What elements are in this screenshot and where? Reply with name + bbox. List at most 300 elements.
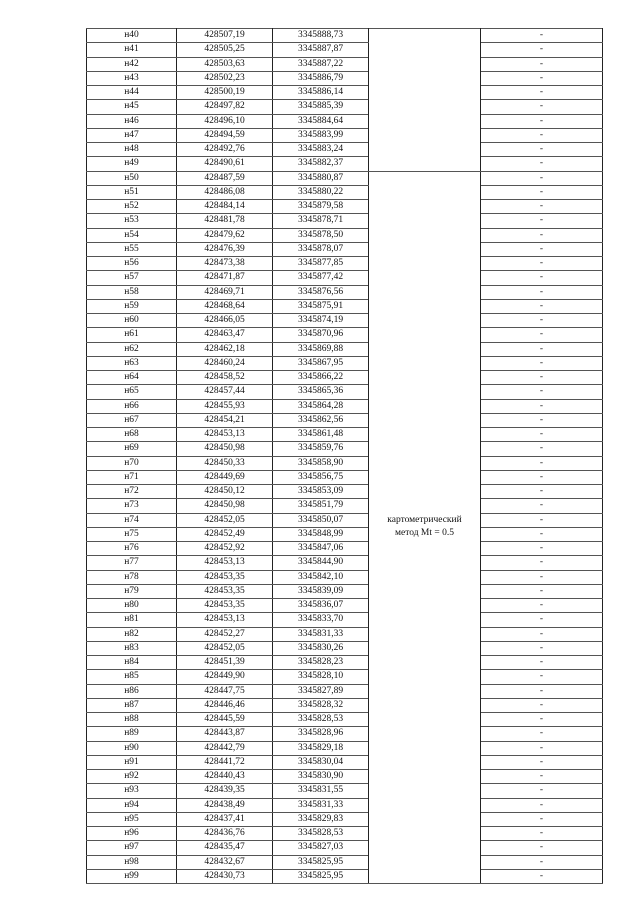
- point-id-cell: н90: [87, 741, 177, 755]
- y-coordinate-cell: 3345848,99: [273, 527, 369, 541]
- point-id-cell: н88: [87, 713, 177, 727]
- x-coordinate-cell: 428435,47: [177, 841, 273, 855]
- x-coordinate-cell: 428441,72: [177, 755, 273, 769]
- point-id-cell: н55: [87, 242, 177, 256]
- table-row: [87, 57, 603, 71]
- y-coordinate-cell: 3345877,85: [273, 257, 369, 271]
- point-id-cell: н70: [87, 456, 177, 470]
- table-row: [87, 755, 603, 769]
- x-coordinate-cell: 428452,49: [177, 527, 273, 541]
- accuracy-cell: -: [481, 86, 603, 100]
- accuracy-cell: -: [481, 214, 603, 228]
- table-row: [87, 299, 603, 313]
- y-coordinate-cell: 3345880,22: [273, 185, 369, 199]
- y-coordinate-cell: 3345825,95: [273, 855, 369, 869]
- table-row: [87, 128, 603, 142]
- point-id-cell: н45: [87, 100, 177, 114]
- accuracy-cell: -: [481, 200, 603, 214]
- accuracy-cell: -: [481, 29, 603, 43]
- accuracy-cell: -: [481, 114, 603, 128]
- table-row: [87, 641, 603, 655]
- x-coordinate-cell: 428447,75: [177, 684, 273, 698]
- x-coordinate-cell: 428507,19: [177, 29, 273, 43]
- x-coordinate-cell: 428505,25: [177, 43, 273, 57]
- point-id-cell: н94: [87, 798, 177, 812]
- accuracy-cell: -: [481, 770, 603, 784]
- table-row: [87, 513, 603, 527]
- accuracy-cell: -: [481, 143, 603, 157]
- accuracy-cell: -: [481, 755, 603, 769]
- accuracy-cell: -: [481, 100, 603, 114]
- coordinates-sheet: [86, 28, 602, 884]
- point-id-cell: н89: [87, 727, 177, 741]
- method-text-line: картометрический: [387, 515, 462, 526]
- point-id-cell: н73: [87, 499, 177, 513]
- accuracy-cell: -: [481, 827, 603, 841]
- method-text-line: метод Mt = 0.5: [394, 528, 454, 539]
- table-row: [87, 228, 603, 242]
- point-id-cell: н60: [87, 314, 177, 328]
- point-id-cell: н64: [87, 371, 177, 385]
- y-coordinate-cell: 3345856,75: [273, 470, 369, 484]
- point-id-cell: н79: [87, 584, 177, 598]
- x-coordinate-cell: 428500,19: [177, 86, 273, 100]
- y-coordinate-cell: 3345887,22: [273, 57, 369, 71]
- point-id-cell: н99: [87, 869, 177, 883]
- y-coordinate-cell: 3345836,07: [273, 599, 369, 613]
- y-coordinate-cell: 3345830,04: [273, 755, 369, 769]
- table-row: [87, 143, 603, 157]
- point-id-cell: н81: [87, 613, 177, 627]
- accuracy-cell: -: [481, 527, 603, 541]
- x-coordinate-cell: 428449,90: [177, 670, 273, 684]
- table-row: [87, 428, 603, 442]
- point-id-cell: н43: [87, 71, 177, 85]
- y-coordinate-cell: 3345876,56: [273, 285, 369, 299]
- accuracy-cell: -: [481, 257, 603, 271]
- point-id-cell: н65: [87, 385, 177, 399]
- x-coordinate-cell: 428486,08: [177, 185, 273, 199]
- accuracy-cell: -: [481, 299, 603, 313]
- accuracy-cell: -: [481, 627, 603, 641]
- accuracy-cell: -: [481, 727, 603, 741]
- accuracy-cell: -: [481, 43, 603, 57]
- point-id-cell: н52: [87, 200, 177, 214]
- y-coordinate-cell: 3345877,42: [273, 271, 369, 285]
- y-coordinate-cell: 3345888,73: [273, 29, 369, 43]
- accuracy-cell: -: [481, 499, 603, 513]
- point-id-cell: н80: [87, 599, 177, 613]
- x-coordinate-cell: 428437,41: [177, 812, 273, 826]
- point-id-cell: н82: [87, 627, 177, 641]
- y-coordinate-cell: 3345831,33: [273, 627, 369, 641]
- table-row: [87, 841, 603, 855]
- y-coordinate-cell: 3345865,36: [273, 385, 369, 399]
- point-id-cell: н84: [87, 656, 177, 670]
- x-coordinate-cell: 428463,47: [177, 328, 273, 342]
- accuracy-cell: -: [481, 328, 603, 342]
- y-coordinate-cell: 3345825,95: [273, 869, 369, 883]
- x-coordinate-cell: 428453,35: [177, 599, 273, 613]
- table-row: [87, 798, 603, 812]
- table-row: [87, 257, 603, 271]
- y-coordinate-cell: 3345827,03: [273, 841, 369, 855]
- table-row: [87, 670, 603, 684]
- accuracy-cell: -: [481, 314, 603, 328]
- y-coordinate-cell: 3345833,70: [273, 613, 369, 627]
- table-row: [87, 385, 603, 399]
- point-id-cell: н51: [87, 185, 177, 199]
- point-id-cell: н93: [87, 784, 177, 798]
- accuracy-cell: -: [481, 542, 603, 556]
- point-id-cell: н96: [87, 827, 177, 841]
- y-coordinate-cell: 3345878,50: [273, 228, 369, 242]
- accuracy-cell: -: [481, 71, 603, 85]
- x-coordinate-cell: 428457,44: [177, 385, 273, 399]
- y-coordinate-cell: 3345866,22: [273, 371, 369, 385]
- table-row: [87, 613, 603, 627]
- table-row: [87, 584, 603, 598]
- y-coordinate-cell: 3345882,37: [273, 157, 369, 171]
- table-row: [87, 342, 603, 356]
- y-coordinate-cell: 3345878,07: [273, 242, 369, 256]
- x-coordinate-cell: 428454,21: [177, 413, 273, 427]
- accuracy-cell: -: [481, 798, 603, 812]
- point-id-cell: н53: [87, 214, 177, 228]
- accuracy-cell: -: [481, 342, 603, 356]
- y-coordinate-cell: 3345886,79: [273, 71, 369, 85]
- x-coordinate-cell: 428471,87: [177, 271, 273, 285]
- accuracy-cell: -: [481, 185, 603, 199]
- point-id-cell: н74: [87, 513, 177, 527]
- y-coordinate-cell: 3345878,71: [273, 214, 369, 228]
- x-coordinate-cell: 428455,93: [177, 399, 273, 413]
- x-coordinate-cell: 428445,59: [177, 713, 273, 727]
- y-coordinate-cell: 3345862,56: [273, 413, 369, 427]
- table-row: [87, 527, 603, 541]
- accuracy-cell: -: [481, 57, 603, 71]
- table-row: [87, 499, 603, 513]
- y-coordinate-cell: 3345864,28: [273, 399, 369, 413]
- table-row: [87, 442, 603, 456]
- y-coordinate-cell: 3345874,19: [273, 314, 369, 328]
- y-coordinate-cell: 3345829,83: [273, 812, 369, 826]
- x-coordinate-cell: 428484,14: [177, 200, 273, 214]
- y-coordinate-cell: 3345884,64: [273, 114, 369, 128]
- point-id-cell: н59: [87, 299, 177, 313]
- y-coordinate-cell: 3345842,10: [273, 570, 369, 584]
- x-coordinate-cell: 428460,24: [177, 356, 273, 370]
- x-coordinate-cell: 428452,27: [177, 627, 273, 641]
- y-coordinate-cell: 3345828,23: [273, 656, 369, 670]
- y-coordinate-cell: 3345828,96: [273, 727, 369, 741]
- accuracy-cell: -: [481, 855, 603, 869]
- point-id-cell: н67: [87, 413, 177, 427]
- point-id-cell: н42: [87, 57, 177, 71]
- y-coordinate-cell: 3345867,95: [273, 356, 369, 370]
- coordinates-table-body: [87, 29, 603, 884]
- x-coordinate-cell: 428462,18: [177, 342, 273, 356]
- table-row: [87, 869, 603, 883]
- table-row: [87, 413, 603, 427]
- point-id-cell: н92: [87, 770, 177, 784]
- accuracy-cell: -: [481, 713, 603, 727]
- point-id-cell: н61: [87, 328, 177, 342]
- table-row: [87, 741, 603, 755]
- x-coordinate-cell: 428432,67: [177, 855, 273, 869]
- y-coordinate-cell: 3345850,07: [273, 513, 369, 527]
- y-coordinate-cell: 3345839,09: [273, 584, 369, 598]
- x-coordinate-cell: 428487,59: [177, 171, 273, 185]
- y-coordinate-cell: 3345831,55: [273, 784, 369, 798]
- y-coordinate-cell: 3345844,90: [273, 556, 369, 570]
- point-id-cell: н44: [87, 86, 177, 100]
- x-coordinate-cell: 428451,39: [177, 656, 273, 670]
- point-id-cell: н63: [87, 356, 177, 370]
- x-coordinate-cell: 428440,43: [177, 770, 273, 784]
- accuracy-cell: -: [481, 285, 603, 299]
- table-row: [87, 470, 603, 484]
- x-coordinate-cell: 428496,10: [177, 114, 273, 128]
- x-coordinate-cell: 428473,38: [177, 257, 273, 271]
- x-coordinate-cell: 428430,73: [177, 869, 273, 883]
- y-coordinate-cell: 3345880,87: [273, 171, 369, 185]
- x-coordinate-cell: 428481,78: [177, 214, 273, 228]
- point-id-cell: н41: [87, 43, 177, 57]
- accuracy-cell: -: [481, 442, 603, 456]
- x-coordinate-cell: 428453,13: [177, 613, 273, 627]
- accuracy-cell: -: [481, 456, 603, 470]
- point-id-cell: н86: [87, 684, 177, 698]
- x-coordinate-cell: 428452,92: [177, 542, 273, 556]
- point-id-cell: н68: [87, 428, 177, 442]
- table-row: [87, 542, 603, 556]
- accuracy-cell: -: [481, 513, 603, 527]
- point-id-cell: н71: [87, 470, 177, 484]
- x-coordinate-cell: 428453,13: [177, 428, 273, 442]
- accuracy-cell: -: [481, 570, 603, 584]
- accuracy-cell: -: [481, 171, 603, 185]
- point-id-cell: н77: [87, 556, 177, 570]
- x-coordinate-cell: 428502,23: [177, 71, 273, 85]
- table-row: [87, 599, 603, 613]
- x-coordinate-cell: 428453,35: [177, 570, 273, 584]
- table-row: [87, 114, 603, 128]
- table-row: [87, 456, 603, 470]
- table-row: [87, 485, 603, 499]
- table-row: [87, 43, 603, 57]
- accuracy-cell: -: [481, 670, 603, 684]
- point-id-cell: н83: [87, 641, 177, 655]
- x-coordinate-cell: 428452,05: [177, 513, 273, 527]
- y-coordinate-cell: 3345828,53: [273, 827, 369, 841]
- table-row: [87, 698, 603, 712]
- point-id-cell: н48: [87, 143, 177, 157]
- table-row: [87, 285, 603, 299]
- accuracy-cell: -: [481, 656, 603, 670]
- table-row: [87, 556, 603, 570]
- table-row: [87, 200, 603, 214]
- table-row: [87, 328, 603, 342]
- y-coordinate-cell: 3345885,39: [273, 100, 369, 114]
- y-coordinate-cell: 3345831,33: [273, 798, 369, 812]
- table-row: [87, 71, 603, 85]
- point-id-cell: н98: [87, 855, 177, 869]
- point-id-cell: н76: [87, 542, 177, 556]
- y-coordinate-cell: 3345828,53: [273, 713, 369, 727]
- table-row: [87, 399, 603, 413]
- table-row: [87, 812, 603, 826]
- point-id-cell: н72: [87, 485, 177, 499]
- table-row: [87, 684, 603, 698]
- x-coordinate-cell: 428449,69: [177, 470, 273, 484]
- x-coordinate-cell: 428492,76: [177, 143, 273, 157]
- accuracy-cell: -: [481, 684, 603, 698]
- accuracy-cell: -: [481, 812, 603, 826]
- point-id-cell: н40: [87, 29, 177, 43]
- accuracy-cell: -: [481, 599, 603, 613]
- accuracy-cell: -: [481, 841, 603, 855]
- point-id-cell: н50: [87, 171, 177, 185]
- x-coordinate-cell: 428469,71: [177, 285, 273, 299]
- table-row: [87, 827, 603, 841]
- accuracy-cell: -: [481, 556, 603, 570]
- accuracy-cell: -: [481, 869, 603, 883]
- accuracy-cell: -: [481, 485, 603, 499]
- accuracy-cell: -: [481, 242, 603, 256]
- y-coordinate-cell: 3345829,18: [273, 741, 369, 755]
- y-coordinate-cell: 3345861,48: [273, 428, 369, 442]
- point-id-cell: н58: [87, 285, 177, 299]
- table-row: [87, 656, 603, 670]
- accuracy-cell: -: [481, 399, 603, 413]
- accuracy-cell: -: [481, 371, 603, 385]
- x-coordinate-cell: 428438,49: [177, 798, 273, 812]
- accuracy-cell: -: [481, 385, 603, 399]
- point-id-cell: н97: [87, 841, 177, 855]
- y-coordinate-cell: 3345827,89: [273, 684, 369, 698]
- point-id-cell: н66: [87, 399, 177, 413]
- accuracy-cell: -: [481, 413, 603, 427]
- y-coordinate-cell: 3345886,14: [273, 86, 369, 100]
- point-id-cell: н47: [87, 128, 177, 142]
- point-id-cell: н69: [87, 442, 177, 456]
- accuracy-cell: -: [481, 428, 603, 442]
- x-coordinate-cell: 428450,33: [177, 456, 273, 470]
- point-id-cell: н54: [87, 228, 177, 242]
- table-row: [87, 171, 603, 185]
- accuracy-cell: -: [481, 613, 603, 627]
- x-coordinate-cell: 428452,05: [177, 641, 273, 655]
- point-id-cell: н85: [87, 670, 177, 684]
- x-coordinate-cell: 428479,62: [177, 228, 273, 242]
- x-coordinate-cell: 428494,59: [177, 128, 273, 142]
- point-id-cell: н62: [87, 342, 177, 356]
- y-coordinate-cell: 3345830,26: [273, 641, 369, 655]
- table-row: [87, 86, 603, 100]
- y-coordinate-cell: 3345870,96: [273, 328, 369, 342]
- x-coordinate-cell: 428436,76: [177, 827, 273, 841]
- x-coordinate-cell: 428453,35: [177, 584, 273, 598]
- point-id-cell: н78: [87, 570, 177, 584]
- x-coordinate-cell: 428439,35: [177, 784, 273, 798]
- accuracy-cell: -: [481, 157, 603, 171]
- point-id-cell: н49: [87, 157, 177, 171]
- coordinates-table: [86, 28, 603, 884]
- table-row: [87, 314, 603, 328]
- y-coordinate-cell: 3345887,87: [273, 43, 369, 57]
- table-row: [87, 570, 603, 584]
- x-coordinate-cell: 428450,12: [177, 485, 273, 499]
- point-id-cell: н57: [87, 271, 177, 285]
- table-row: [87, 713, 603, 727]
- table-row: [87, 356, 603, 370]
- table-row: [87, 855, 603, 869]
- table-row: [87, 627, 603, 641]
- point-id-cell: н46: [87, 114, 177, 128]
- table-row: [87, 100, 603, 114]
- x-coordinate-cell: 428446,46: [177, 698, 273, 712]
- point-id-cell: н75: [87, 527, 177, 541]
- y-coordinate-cell: 3345851,79: [273, 499, 369, 513]
- x-coordinate-cell: 428458,52: [177, 371, 273, 385]
- y-coordinate-cell: 3345828,10: [273, 670, 369, 684]
- accuracy-cell: -: [481, 784, 603, 798]
- table-row: [87, 157, 603, 171]
- table-row: [87, 271, 603, 285]
- table-row: [87, 29, 603, 43]
- accuracy-cell: -: [481, 228, 603, 242]
- table-row: [87, 242, 603, 256]
- accuracy-cell: -: [481, 641, 603, 655]
- y-coordinate-cell: 3345875,91: [273, 299, 369, 313]
- point-id-cell: н91: [87, 755, 177, 769]
- x-coordinate-cell: 428442,79: [177, 741, 273, 755]
- accuracy-cell: -: [481, 584, 603, 598]
- x-coordinate-cell: 428468,64: [177, 299, 273, 313]
- x-coordinate-cell: 428476,39: [177, 242, 273, 256]
- y-coordinate-cell: 3345883,24: [273, 143, 369, 157]
- table-row: [87, 784, 603, 798]
- y-coordinate-cell: 3345830,90: [273, 770, 369, 784]
- table-row: [87, 185, 603, 199]
- y-coordinate-cell: 3345853,09: [273, 485, 369, 499]
- x-coordinate-cell: 428450,98: [177, 499, 273, 513]
- accuracy-cell: -: [481, 128, 603, 142]
- table-row: [87, 371, 603, 385]
- method-cell-upper: [369, 29, 481, 172]
- y-coordinate-cell: 3345828,32: [273, 698, 369, 712]
- x-coordinate-cell: 428443,87: [177, 727, 273, 741]
- y-coordinate-cell: 3345858,90: [273, 456, 369, 470]
- x-coordinate-cell: 428466,05: [177, 314, 273, 328]
- accuracy-cell: -: [481, 271, 603, 285]
- accuracy-cell: -: [481, 741, 603, 755]
- x-coordinate-cell: 428450,98: [177, 442, 273, 456]
- y-coordinate-cell: 3345859,76: [273, 442, 369, 456]
- point-id-cell: н87: [87, 698, 177, 712]
- x-coordinate-cell: 428497,82: [177, 100, 273, 114]
- accuracy-cell: -: [481, 356, 603, 370]
- accuracy-cell: -: [481, 698, 603, 712]
- x-coordinate-cell: 428453,13: [177, 556, 273, 570]
- table-row: [87, 727, 603, 741]
- y-coordinate-cell: 3345879,58: [273, 200, 369, 214]
- x-coordinate-cell: 428490,61: [177, 157, 273, 171]
- x-coordinate-cell: 428503,63: [177, 57, 273, 71]
- y-coordinate-cell: 3345847,06: [273, 542, 369, 556]
- y-coordinate-cell: 3345883,99: [273, 128, 369, 142]
